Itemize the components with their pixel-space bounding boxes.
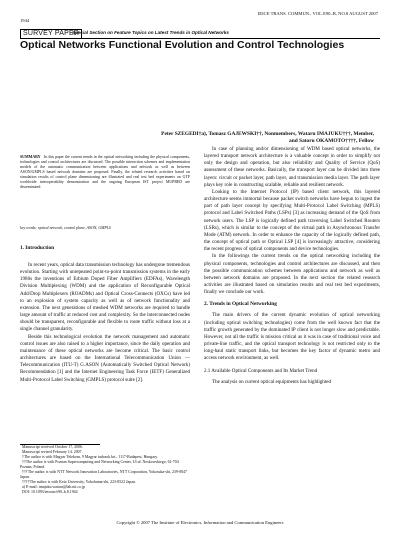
journal-info bbox=[258, 11, 378, 16]
copyright-notice: Copyright © 2007 The Institute of Electronics, Information and Communication Engineers bbox=[116, 520, 284, 525]
paragraph: In recent years, optical data transmission technology has undergone tremendous evolution. Starting with unrepeated point-to-point transmission systems in the early 1980s the inventions of Erbium Doped Fiber Amplifiers (EDFAs), Wavelength Division Multiplexing (WDM) and the application of Reconfigurable Optical Add/Drop Multiplexers (ROADMs) and Optical Cross-Connects (OXCs) have led to an explosion of system capacity as well as of network functionality and extension. The next generations of meshed WDM networks are required to handle large amount of traffic at reduced cost and complexity. So the interconnected nodes should be transparent, reconfigurable and flexible to route traffic without loss at a single channel granularity. bbox=[20, 262, 190, 333]
paragraph: The analysis on current optical equipments has highlighted bbox=[212, 378, 331, 385]
paragraph: In case of planning and/or dimensioning of WDM based optical networks, the layered transport network architecture is a valuable concept in order to simplify not only the design and operation, but also reliability and Quality of Service (QoS) assessment of these networks. Basically, the transport layer can be divided into three layers: circuit or packet layer, path layer, and transmission media layer. The path layer plays key role in constructing scalable, reliable and resilient network. bbox=[204, 146, 380, 188]
paragraph: Looking to the Internet Protocol (IP) based client network, this layered architecture seems immortal because packet switch networks have begun to ingest the part of path layer concept by specifying Multi-Protocol Label Switching (MPLS) protocol and Label Switched Paths (LSPs) [3] as increasing demand of the QoS from network users. The LSP is logically defined path traversing Label Switched Routers (LSRs), which is similar to the concept of the virtual path in Asynchronous Transfer Mode (ATM) network. In order to enhance the capacity of the logically defined path, the concept of optical path or Optical LSP [4] is increasingly attractive, considering the recent progress of optical components and device technologies. bbox=[204, 188, 380, 253]
paragraph: Beside this technological evolution the network management and automatic control issues are also raised to a higher importance, since the daily operation and maintenance of these optical networks are become critical. The basic control architectures are based on the International Telecommunication Union — Telecommunication (ITU-T) G.ASON (Automatically Switched Optical Network) Recommendation [1] and the Internet Engineering Task Force (IETF) Generalized Multi-Protocol Label Switching (GMPLS) protocol suite [2]. bbox=[20, 333, 190, 383]
author-list bbox=[100, 131, 374, 146]
special-section-label: Special Section on Feature Topics on Latest Trends in Optical Networks bbox=[72, 30, 229, 35]
banner bbox=[20, 29, 380, 39]
footnote: Manuscript received October 17, 2006. bbox=[22, 445, 83, 449]
section-heading-trends: 2. Trends in Optical Networking bbox=[204, 301, 277, 308]
paper-type-label: SURVEY PAPER bbox=[20, 29, 82, 39]
doi: DOI: 10.1093/ietcom/e90–b.8.1944 bbox=[22, 490, 78, 494]
footnote: †††The author is with NTT Network Innovation Laboratories, NTT Corporation, Yokosuka-shi, 239-0847 Japan. bbox=[20, 470, 187, 479]
right-column bbox=[204, 146, 380, 386]
paper-title: Optical Networks Functional Evolution and Control Technologies bbox=[20, 39, 345, 51]
paragraph: In the followings the current trends on the optical networking including the physical components, technologies and control architectures are discussed, and then the possible communication schemes between applications and network as well as between network domains are proposed. In the next section the related research activities are illustrated based on simulation results and real test bed experiments, finally we conclude our work. bbox=[204, 253, 380, 296]
author-line-1: Peter SZEGEDI†a), Tomasz GAJEWSKI††, Nonmembers, Wataru IMAJUKU†††, Member, bbox=[161, 131, 374, 137]
footnotes bbox=[20, 445, 190, 495]
footnote: Manuscript revised February 14, 2007. bbox=[22, 450, 83, 454]
abstract-label: SUMMARY bbox=[20, 155, 41, 159]
footnote: a) E-mail: imajuku.wataru@lab.ntt.co.jp bbox=[22, 485, 86, 489]
paragraph: The main drivers of the current dynamic evolution of optical networking (including optical switching technologies) come from the well known fact that the traffic growth generated by the dominated IP client is not longer slow and predictable. However, not all the traffic is mission critical as it was in case of traditional voice and private-line traffic, and the optical transport technology is not restricted only to the long-haul static transport links, but becomes the key factor of dynamic metro and access network environment, as well. bbox=[204, 312, 380, 362]
keywords bbox=[20, 226, 190, 231]
abstract bbox=[20, 155, 190, 190]
footnote: †The author is with Magyar Telekom, 9 Magyar tudosok krt., 1117-Budapest, Hungary. bbox=[22, 455, 158, 459]
keywords-text: optical network, control plane, ASON, GMPLS bbox=[37, 226, 111, 230]
introduction-body bbox=[20, 262, 190, 384]
abstract-text: In this paper the current trends in the optical networking including the physical components, technologies and control architectures are discussed. The possible interaction schemes and implementation models of the automatic communication between applications and network as well as between ASON/GMPLS based network domains are proposed. Finally, the related research activities based on simulation results of control plane dimensioning are illustrated and real test bed experiments on GTF worldwide interoperability demonstration and the ongoing European IST project MUPBED are disseminated. bbox=[20, 155, 190, 189]
author-line-2: and Satoru OKAMOTO††††, Fellow bbox=[289, 138, 374, 145]
footnote: ††The author is with Poznan Supercomputing and Networking Center, Ul.ul. Noskowskiego, 61-704 Poznan, Poland. bbox=[20, 460, 179, 469]
journal-citation: IEICE TRANS. COMMUN., VOL.E90–B, NO.8 AUGUST 2007 bbox=[257, 11, 378, 16]
subsection-heading: 2.1 Available Optical Components and Its Market Trend bbox=[204, 367, 318, 374]
footnote: ††††The author is with Keio University, Yokohama-shi, 223-8522 Japan. bbox=[22, 480, 136, 484]
keywords-label: key words: bbox=[20, 226, 37, 230]
section-heading-introduction: 1. Introduction bbox=[20, 245, 55, 251]
page-number: 1944 bbox=[20, 18, 30, 23]
